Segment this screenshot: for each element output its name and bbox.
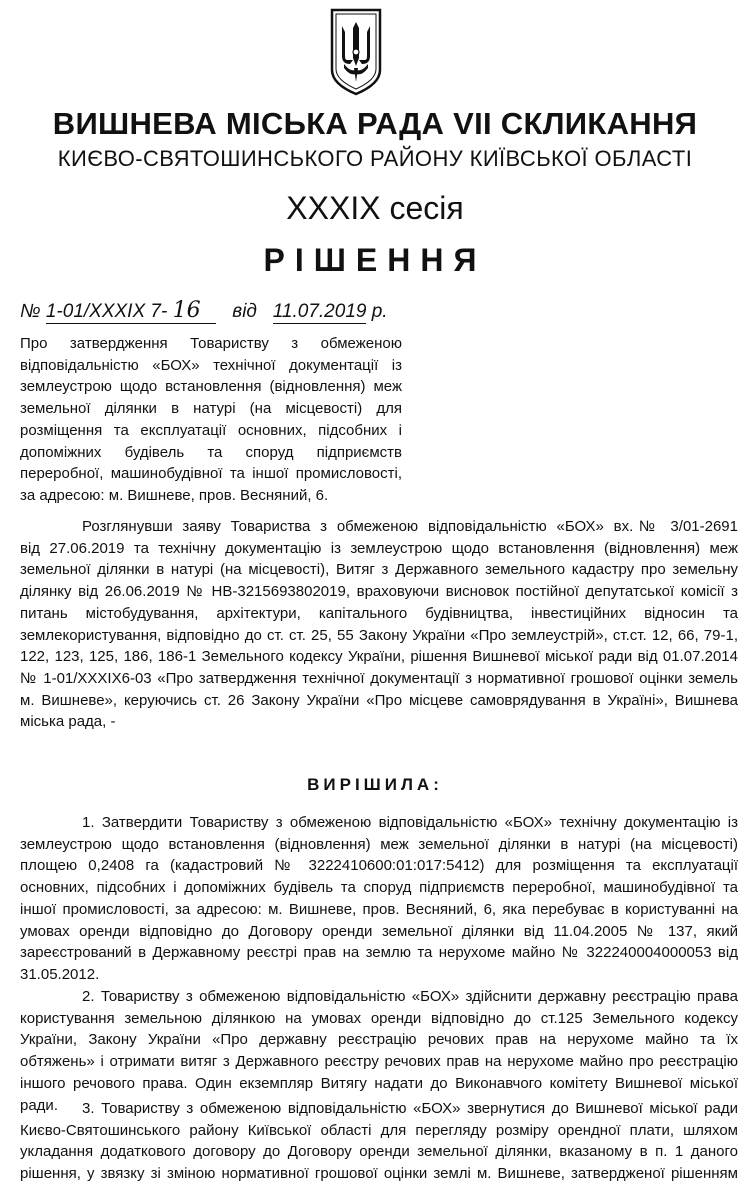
subject-line: допоміжних будівель та споруд підприємств <box>20 443 402 461</box>
preamble-line: земельної ділянки в натурі (на місцевості), Витяг з Державного земельного кадастру про земельну <box>20 561 738 579</box>
number-sign: № <box>20 301 41 322</box>
item-1-line: основних, підсобних і допоміжних будівель та споруд підприємств переробної, машинобудівної та <box>20 879 738 897</box>
coat-of-arms-icon <box>326 6 386 98</box>
item-1-line: 1. Затвердити Товариству з обмеженою відповідальністю «БОХ» технічну документацію із <box>82 814 738 831</box>
item-2-line: 2. Товариству з обмеженою відповідальністю «БОХ» здійснити державну реєстрацію права <box>82 988 738 1005</box>
year-suffix: р. <box>371 301 388 322</box>
item-1-line: іншої промисловості, за адресою: м. Вишневе, пров. Весняний, 6, яка перебуває в користуванні на <box>20 900 738 918</box>
item-1-line: зареєстрований в Державному реєстрі прав на землю та нерухоме майно № 322240004000053 від <box>20 944 738 962</box>
subject-line: переробної, машинобудівної та іншої промисловості, <box>20 465 402 483</box>
subject-line: Про затвердження Товариству з обмеженою <box>20 335 402 352</box>
resolved-heading: ВИРІШИЛА: <box>307 775 443 794</box>
subject-line: землеустрою щодо встановлення (відновлення) меж <box>20 378 402 396</box>
item-1-line: умовах оренди відповідно до Договору оренди земельної ділянки від 11.04.2005 № 137, який <box>20 922 738 940</box>
preamble-paragraph <box>20 516 738 733</box>
subject-line: розміщення та експлуатації основних, підсобних і <box>20 421 402 439</box>
preamble-line: 122, 123, 125, 186, 186-1 Земельного кодексу України, рішення Вишневої міської ради від 01.07.2014 <box>20 648 738 666</box>
decision-title: РІШЕННЯ <box>263 242 487 278</box>
item-2-line: обтяжень» і отримати витяг з Державного реєстру речових прав на нерухоме майно про реєстрацію <box>20 1053 738 1071</box>
item-2-line: України, Закону України «Про державну реєстрацію речових прав на нерухоме майно та їх <box>20 1031 738 1049</box>
preamble-line: ділянку від 26.06.2019 № НВ-3215693802019, враховуючи висновок постійної депутатської комісії з <box>20 583 738 601</box>
decision-number <box>46 298 217 324</box>
district-name: КИЄВО-СВЯТОШИНСЬКОГО РАЙОНУ КИЇВСЬКОЇ ОБЛАСТІ <box>57 146 693 171</box>
subject-line: відповідальністю «БОХ» технічної документації із <box>20 356 402 374</box>
preamble-line: питань містобудування, архітектури, капітального будівництва, інвестиційних відносин та <box>20 604 738 622</box>
item-1-paragraph <box>20 812 738 986</box>
preamble-line: м. Вишневе», керуючись ст. 26 Закону України «Про місцеве самоврядування в Україні», Вишнева <box>20 691 738 709</box>
preamble-line: від 27.06.2019 та технічну документацію із землеустрою щодо встановлення (відновлення) меж <box>20 539 738 557</box>
item-1-line: 31.05.2012. <box>20 965 100 983</box>
preamble-line: № 1-01/XXXIX6-03 «Про затвердження технічної документації з нормативної грошової оцінки земель <box>20 669 738 687</box>
item-1-line: землеустрою щодо встановлення (відновлення) меж земельної ділянки в натурі (на місцевості) <box>20 835 738 853</box>
from-label: від <box>232 301 257 322</box>
item-2-paragraph <box>20 986 738 1116</box>
decision-number-handwritten: 16 <box>172 298 201 323</box>
preamble-line: Розглянувши заяву Товариства з обмеженою відповідальністю «БОХ» вх.№ 3/01-2691 <box>82 518 738 535</box>
item-3-line: укладання додаткового договору до Договору оренди земельної ділянки, вказаному в п. 1 даного <box>20 1143 738 1161</box>
item-2-line: ради. <box>20 1096 58 1114</box>
preamble-line: міська рада, - <box>20 713 116 731</box>
decision-date: 11.07.2019 <box>272 301 367 322</box>
subject-line: земельної ділянки в натурі (на місцевості) для <box>20 400 402 418</box>
decision-subject <box>20 333 402 507</box>
item-3-line: 3. Товариству з обмеженою відповідальністю «БОХ» звернутися до Вишневої міської ради <box>82 1100 738 1117</box>
item-1-line: площею 0,2408 га (кадастровий № 3222410600:01:017:5412) для розміщення та експлуатації <box>20 857 738 875</box>
decision-number-printed: 1-01/XXXIX 7- <box>45 301 168 322</box>
decision-number-line <box>20 298 388 324</box>
preamble-line: землекористування, відповідно до ст. ст. 25, 55 Закону України «Про землеустрій», ст.ст. 12, 66, 79-1, <box>20 626 738 644</box>
council-name: ВИШНЕВА МІСЬКА РАДА VII СКЛИКАННЯ <box>52 106 698 141</box>
item-2-line: користування земельною ділянкою на умовах оренди відповідно до ст.125 Земельного кодексу <box>20 1009 738 1027</box>
item-3-paragraph <box>20 1098 738 1185</box>
item-3-line: рішення, у звязку зі зміною нормативної грошової оцінки землі м. Вишневе, затвердженої рішенням <box>20 1165 738 1183</box>
subject-line: за адресою: м. Вишневе, пров. Весняний, 6. <box>20 486 329 504</box>
item-2-line: іншого речового права. Один екземпляр Витягу надати до Виконавчого комітету Вишневої міської <box>20 1074 738 1092</box>
session-title: XXXIX сесія <box>286 190 464 226</box>
item-3-line: Києво-Святошинського району Київської області для перегляду розміру орендної плати, шляхом <box>20 1121 738 1139</box>
